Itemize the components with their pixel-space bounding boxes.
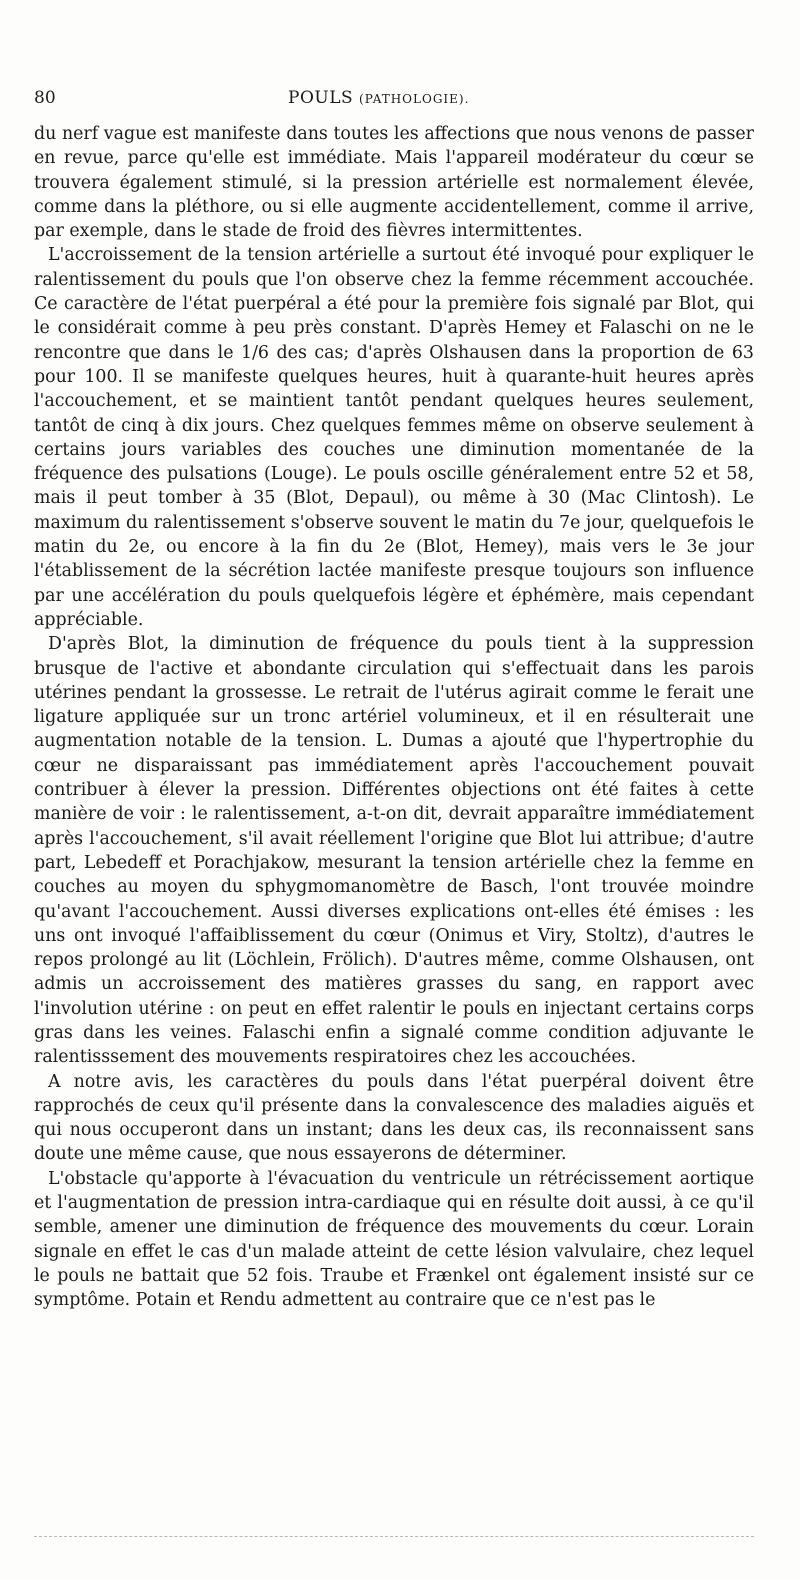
paragraph-1: du nerf vague est manifeste dans toutes les affections que nous venons de passer en revue, parce qu'elle est immédiate. Mais l'appareil modérateur du cœur se trouvera également stimulé, si la pression artérielle est normalement élevée, comme dans la pléthore, ou si elle augmente accidentellement, comme il arrive, par exemple, dans le stade de froid des fièvres intermittentes. — [34, 124, 754, 242]
footer-rule — [34, 1536, 754, 1537]
paragraph-5: L'obstacle qu'apporte à l'évacuation du ventricule un rétrécissement aortique et l'augmentation de pression intra-cardiaque qui en résulte doit aussi, à ce qu'il semble, amener une diminution de fréquence des mouvements du cœur. Lorain signale en effet le cas d'un malade atteint de cette lésion valvulaire, chez lequel le pouls ne battait que 52 fois. Traube et Frænkel ont également insisté sur ce symptôme. Potain et Rendu admettent au contraire que ce n'est pas le — [34, 1168, 754, 1311]
running-subtitle: (PATHOLOGIE). — [359, 92, 470, 106]
page-header — [34, 88, 754, 122]
paragraph-3: D'après Blot, la diminution de fréquence du pouls tient à la suppression brusque de l'active et abondante circulation qui s'effectuait dans les parois utérines pendant la grossesse. Le retrait de l'utérus agirait comme le ferait une ligature appliquée sur un tronc artériel volumineux, et il en résulterait une augmentation notable de la tension. L. Dumas a ajouté que l'hypertrophie du cœur ne disparaissant pas immédiatement après l'accouchement pouvait contribuer à élever la pression. Différentes objections ont été faites à cette manière de voir : le ralentissement, a-t-on dit, devrait apparaître immédiatement après l'accouchement, s'il avait réellement l'origine que Blot lui attribue; d'autre part, Lebedeff et Porachjakow, mesurant la tension artérielle chez la femme en couches au moyen du sphygmomanomètre de Basch, l'ont trouvée moindre qu'avant l'accouchement. Aussi diverses explications ont-elles été émises : les uns ont invoqué l'affaiblissement du cœur (Onimus et Viry, Stoltz), d'autres le repos prolongé au lit (Löchlein, Frölich). D'autres même, comme Olshausen, ont admis un accroissement des matières grasses du sang, en rapport avec l'involution utérine : on peut en effet ralentir le pouls en injectant certains corps gras dans les veines. Falaschi enfin a signalé comme condition adjuvante le ralentisssement des mouvements respiratoires chez les accouchées. — [34, 634, 754, 1068]
page-number: 80 — [34, 88, 56, 108]
paragraph-2: L'accroissement de la tension artérielle a surtout été invoqué pour expliquer le ralentissement du pouls que l'on observe chez la femme récemment accouchée. Ce caractère de l'état puerpéral a été pour la première fois signalé par Blot, qui le considérait comme à peu près constant. D'après Hemey et Falaschi on ne le rencontre que dans le 1/6 des cas; d'après Olshausen dans la proportion de 63 pour 100. Il se manifeste quelques heures, huit à quarante-huit heures après l'accouchement, et se maintient tantôt pendant quelques heures seulement, tantôt de cinq à dix jours. Chez quelques femmes même on observe seulement à certains jours variables des couches une diminution momentanée de la fréquence des pulsations (Louge). Le pouls oscille généralement entre 52 et 58, mais il peut tomber à 35 (Blot, Depaul), ou même à 30 (Mac Clintosh). Le maximum du ralentissement s'observe souvent le matin du 7e jour, quelquefois le matin du 2e, ou encore à la fin du 2e (Blot, Hemey), mais vers le 3e jour l'établissement de la sécrétion lactée manifeste presque toujours son influence par une accélération du pouls quelquefois légère et éphémère, mais cependant appréciable. — [34, 245, 755, 630]
document-page — [34, 88, 754, 1313]
running-title: POULS — [288, 88, 354, 108]
body-text — [34, 122, 754, 1313]
paragraph-4: A notre avis, les caractères du pouls dans l'état puerpéral doivent être rapprochés de ceux qu'il présente dans la convalescence des maladies aiguës et qui nous occuperont dans un instant; dans les deux cas, ils reconnaissent sans doute une même cause, que nous essayerons de déterminer. — [34, 1071, 754, 1165]
running-head — [288, 88, 469, 108]
